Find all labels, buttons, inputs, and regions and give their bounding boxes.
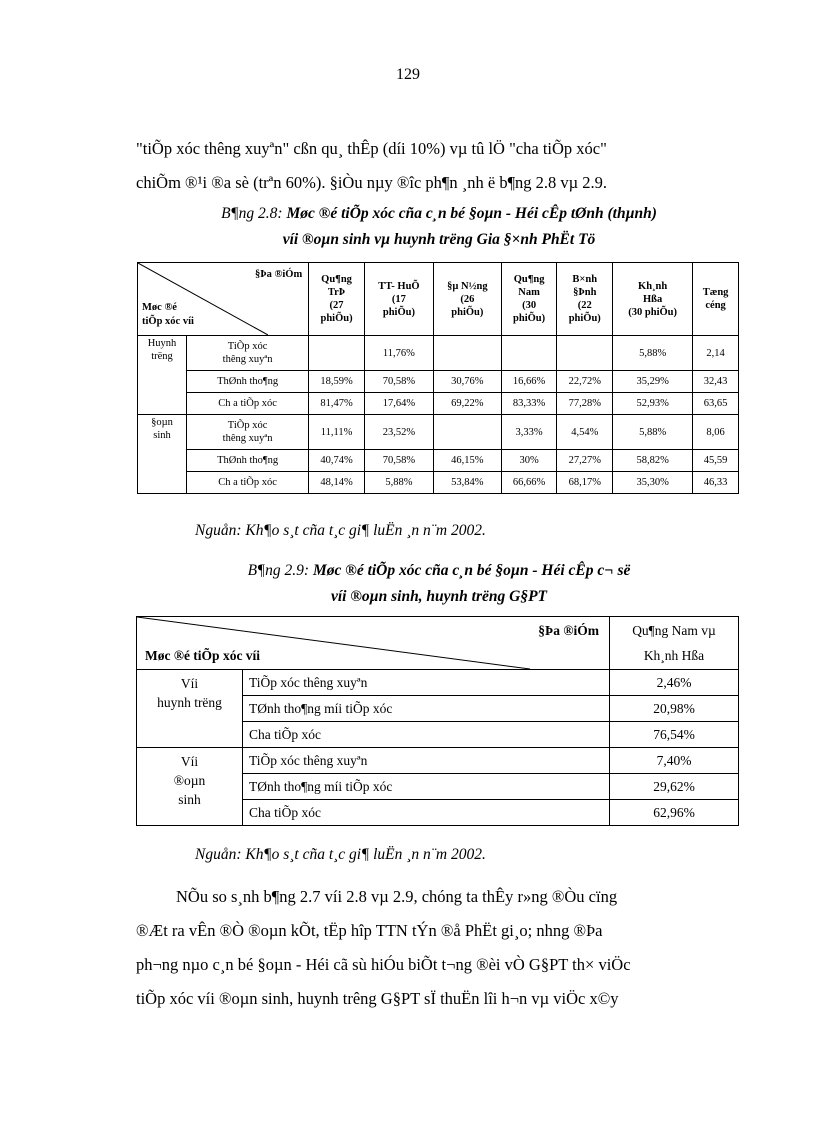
table-title: víi ®oµn sinh, huynh trëng G§PT (330, 588, 548, 605)
table-cell: 5,88% (613, 336, 693, 371)
table-row (138, 415, 739, 450)
table-cell: 70,58% (364, 371, 433, 393)
group-line: Huynh (147, 338, 177, 349)
table-cell: 8,06 (693, 415, 739, 450)
table-cell: 58,82% (613, 450, 693, 472)
header-line: Kh¸nh Hßa (643, 648, 705, 663)
table-cell: 69,22% (433, 393, 501, 415)
row-label (187, 415, 309, 450)
column-header (501, 263, 557, 336)
group-line: sinh (153, 430, 171, 441)
table-row (138, 450, 739, 472)
header-line: Kh¸nh (638, 280, 668, 292)
table-cell: 62,96% (610, 800, 739, 826)
table-2-9 (136, 616, 739, 826)
table-cell: 63,65 (693, 393, 739, 415)
header-line: TT- HuÕ (378, 280, 420, 292)
table-cell: 30% (501, 450, 557, 472)
table-cell: 4,54% (557, 415, 613, 450)
table-cell: 40,74% (309, 450, 365, 472)
group-line: Víi (180, 676, 199, 691)
column-header (433, 263, 501, 336)
table-cell: 46,15% (433, 450, 501, 472)
table-row (138, 472, 739, 494)
row-label: TØnh tho¶ng míi tiÕp xóc (243, 774, 610, 800)
table-cell: 20,98% (610, 696, 739, 722)
row-label: Ch a tiÕp xóc (187, 472, 309, 494)
row-label: TØnh tho¶ng míi tiÕp xóc (243, 696, 610, 722)
table-title: Møc ®é tiÕp xóc cña c¸n bé §oµn - Héi cÊp tØnh (thµnh) (286, 205, 657, 222)
row-label: ThØnh tho¶ng (187, 371, 309, 393)
table-cell: 11,11% (309, 415, 365, 450)
table-cell: 35,29% (613, 371, 693, 393)
corner-bottom-line: Møc ®é (142, 302, 177, 313)
row-label: ThØnh tho¶ng (187, 450, 309, 472)
header-line: céng (705, 300, 726, 311)
text-line: ph¬ng nµo c¸n bé §oµn - Héi cã sù hiÓu biÕt t¬ng ®èi vÒ G§PT th× viÖc (136, 955, 631, 974)
corner-bottom-label: Møc ®é tiÕp xóc víi (145, 648, 261, 663)
page-number: 129 (396, 66, 420, 83)
table-cell: 5,88% (364, 472, 433, 494)
table-cell: 70,58% (364, 450, 433, 472)
table-cell: 16,66% (501, 371, 557, 393)
table-cell: 35,30% (613, 472, 693, 494)
header-line: (30 phiÕu) (628, 306, 678, 318)
table-cell: 52,93% (613, 393, 693, 415)
table-cell: 48,14% (309, 472, 365, 494)
table-label: B¶ng 2.9: (247, 562, 310, 579)
corner-top-label: §Þa ®iÓm (254, 269, 303, 280)
corner-top-label: §Þa ®iÓm (538, 623, 600, 638)
header-line: phiÕu) (320, 313, 353, 324)
column-header (309, 263, 365, 336)
header-line: Tæng (702, 287, 729, 298)
table-cell: 3,33% (501, 415, 557, 450)
group-line: huynh trëng (157, 695, 222, 710)
table-cell (433, 415, 501, 450)
table-cell: 29,62% (610, 774, 739, 800)
header-line: Qu¶ng (513, 274, 545, 285)
table-cell: 18,59% (309, 371, 365, 393)
table-row (138, 336, 739, 371)
row-label: Cha tiÕp xóc (243, 800, 610, 826)
header-line: B×nh (572, 274, 598, 285)
row-label: Cha tiÕp xóc (243, 722, 610, 748)
corner-bottom-label (142, 301, 194, 329)
header-line: Qu¶ng (321, 274, 352, 285)
closing-paragraph (136, 880, 742, 1016)
table-cell: 77,28% (557, 393, 613, 415)
table-row (138, 393, 739, 415)
table-row (137, 748, 739, 774)
group-label (138, 415, 187, 494)
group-label (138, 336, 187, 415)
row-label: TiÕp xóc thêng xuyªn (243, 670, 610, 696)
row-label: TiÕp xóc thêng xuyªn (243, 748, 610, 774)
header-line: Nam (518, 287, 540, 298)
header-line: (30 (522, 300, 537, 311)
column-header (610, 617, 739, 670)
group-label (137, 748, 243, 826)
table-title: Møc ®é tiÕp xóc cña c¸n bé §oµn - Héi cÊp c¬ së (312, 562, 631, 579)
group-line: trëng (151, 351, 173, 362)
table-2-8 (137, 262, 739, 494)
table-title: víi ®oµn sinh vµ huynh trëng Gia §×nh PhËt Tö (282, 231, 596, 248)
table-header-row (137, 617, 739, 670)
table-2-8-caption (136, 201, 742, 253)
table-cell: 2,46% (610, 670, 739, 696)
header-line: phiÕu) (568, 313, 601, 324)
row-label-line: thêng xuyªn (222, 354, 273, 365)
row-label: Ch a tiÕp xóc (187, 393, 309, 415)
group-line: Víi (180, 754, 199, 769)
table-cell: 46,33 (693, 472, 739, 494)
table-cell: 5,88% (613, 415, 693, 450)
row-label-line: thêng xuyªn (222, 433, 273, 444)
header-line: phiÕu) (382, 306, 415, 318)
table-cell: 53,84% (433, 472, 501, 494)
table-cell: 81,47% (309, 393, 365, 415)
table-cell: 22,72% (557, 371, 613, 393)
column-header (364, 263, 433, 336)
header-line: phiÕu) (513, 313, 546, 324)
column-header (693, 263, 739, 336)
table-cell: 45,59 (693, 450, 739, 472)
group-label (137, 670, 243, 748)
row-label-line: TiÕp xóc (227, 420, 268, 431)
header-line: §µ N½ng (447, 280, 488, 292)
table-cell: 2,14 (693, 336, 739, 371)
table-cell: 30,76% (433, 371, 501, 393)
table-cell: 32,43 (693, 371, 739, 393)
header-line: (26 (460, 293, 475, 305)
header-line: TrÞ (327, 287, 346, 298)
table-cell: 83,33% (501, 393, 557, 415)
header-line: Hßa (643, 293, 663, 305)
group-line: sinh (178, 792, 201, 807)
table-cell: 7,40% (610, 748, 739, 774)
header-line: (27 (329, 300, 344, 311)
table-cell: 17,64% (364, 393, 433, 415)
group-line: ®oµn (173, 773, 206, 788)
column-header (557, 263, 613, 336)
text-line: tiÕp xóc víi ®oµn sinh, huynh trêng G§PT sÏ thuËn lîi h¬n vµ viÖc x©y (136, 989, 619, 1008)
column-header (613, 263, 693, 336)
row-label-line: TiÕp xóc (227, 341, 268, 352)
header-line: §Þnh (573, 287, 597, 298)
table-cell (557, 336, 613, 371)
text-line: "tiÕp xóc thêng xuyªn" cßn qu¸ thÊp (díi 10%) vµ tû lÖ "cha tiÕp xóc" (136, 139, 607, 158)
table-cell (433, 336, 501, 371)
table-cell: 66,66% (501, 472, 557, 494)
header-line: phiÕu) (451, 306, 484, 318)
table-row (137, 670, 739, 696)
row-label (187, 336, 309, 371)
corner-header-cell (137, 617, 610, 670)
table-2-8-source: Nguån: Kh¶o s¸t cña t¸c gi¶ luËn ¸n n¨m 2002. (195, 522, 486, 539)
table-cell (501, 336, 557, 371)
table-2-9-caption (136, 558, 742, 610)
table-cell: 76,54% (610, 722, 739, 748)
table-cell (309, 336, 365, 371)
corner-header-cell (138, 263, 309, 336)
table-label: B¶ng 2.8: (221, 205, 283, 222)
table-2-9-source: Nguån: Kh¶o s¸t cña t¸c gi¶ luËn ¸n n¨m 2002. (195, 846, 486, 863)
corner-bottom-line: tiÕp xóc víi (142, 316, 194, 327)
group-line: §oµn (151, 417, 173, 428)
text-line: ®Æt ra vÊn ®Ò ®oµn kÕt, tËp hîp TTN tÝn ®å PhËt gi¸o; nhng ®Þa (136, 921, 603, 940)
table-cell: 27,27% (557, 450, 613, 472)
text-line: chiÕm ®¹i ®a sè (trªn 60%). §iÒu nµy ®îc ph¶n ¸nh ë b¶ng 2.8 vµ 2.9. (136, 173, 608, 192)
intro-paragraph (136, 132, 742, 200)
header-line: Qu¶ng Nam vµ (632, 623, 716, 638)
table-cell: 11,76% (364, 336, 433, 371)
table-row (138, 371, 739, 393)
table-cell: 68,17% (557, 472, 613, 494)
header-line: (22 (577, 300, 592, 311)
text-line: NÕu so s¸nh b¶ng 2.7 víi 2.8 vµ 2.9, chóng ta thÊy r»ng ®Òu cïng (176, 887, 618, 906)
table-cell: 23,52% (364, 415, 433, 450)
header-line: (17 (391, 293, 406, 305)
table-header-row (138, 263, 739, 336)
